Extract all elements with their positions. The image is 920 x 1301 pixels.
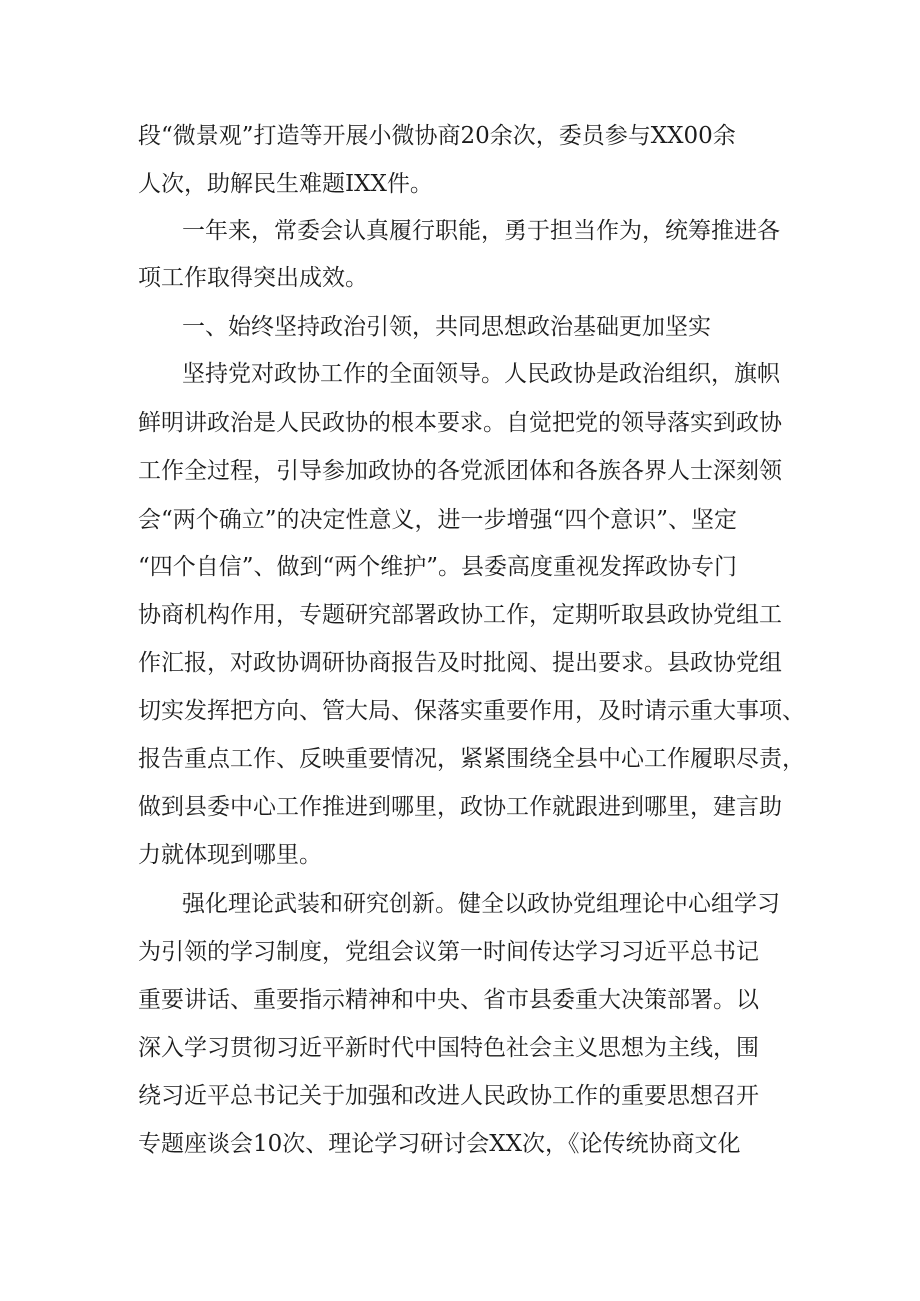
text-line: “四个自信”、做到“两个维护”。县委高度重视发挥政协专门 (138, 554, 738, 580)
text-line: 切实发挥把方向、管大局、保落实重要作用，及时请示重大事项、 (138, 698, 805, 724)
paragraph-first-line: 坚持党对政协工作的全面领导。人民政协是政治组织，旗帜 (182, 361, 780, 387)
text-line: 做到县委中心工作推进到哪里，政协工作就跟进到哪里，建言助 (138, 794, 782, 820)
text-line: 报告重点工作、反映重要情况，紧紧围绕全县中心工作履职尽责， (138, 746, 805, 772)
paragraph-first-line: 强化理论武装和研究创新。健全以政协党组理论中心组学习 (182, 891, 780, 917)
text-line: 绕习近平总书记关于加强和改进人民政协工作的重要思想召开 (138, 1083, 759, 1109)
text-line: 专题座谈会10次、理论学习研讨会XX次，《论传统协商文化 (138, 1131, 741, 1157)
text-line: 协商机构作用，专题研究部署政协工作，定期听取县政协党组工 (138, 602, 782, 628)
text-line: 鲜明讲政治是人民政协的根本要求。自觉把党的领导落实到政协 (138, 410, 782, 436)
text-line: 深入学习贯彻习近平新时代中国特色社会主义思想为主线，围 (138, 1035, 759, 1061)
text-line: 力就体现到哪里。 (138, 842, 322, 868)
text-line: 工作全过程，引导参加政协的各党派团体和各族各界人士深刻领 (138, 458, 782, 484)
section-heading: 一、始终坚持政治引领，共同思想政治基础更加坚实 (182, 314, 711, 340)
paragraph-first-line: 一年来，常委会认真履行职能，勇于担当作为，统筹推进各 (182, 218, 780, 244)
text-line: 段“微景观”打造等开展小微协商20余次，委员参与XX00余 (138, 123, 736, 149)
text-line: 人次，助解民生难题IXX件。 (138, 171, 433, 197)
text-line: 会“两个确立”的决定性意义，进一步增强“四个意识”、坚定 (138, 507, 738, 533)
text-line: 项工作取得突出成效。 (138, 265, 368, 291)
text-line: 为引领的学习制度，党组会议第一时间传达学习习近平总书记 (138, 939, 759, 965)
text-line: 作汇报，对政协调研协商报告及时批阅、提出要求。县政协党组 (138, 650, 782, 676)
text-line: 重要讲话、重要指示精神和中央、省市县委重大决策部署。以 (138, 987, 759, 1013)
